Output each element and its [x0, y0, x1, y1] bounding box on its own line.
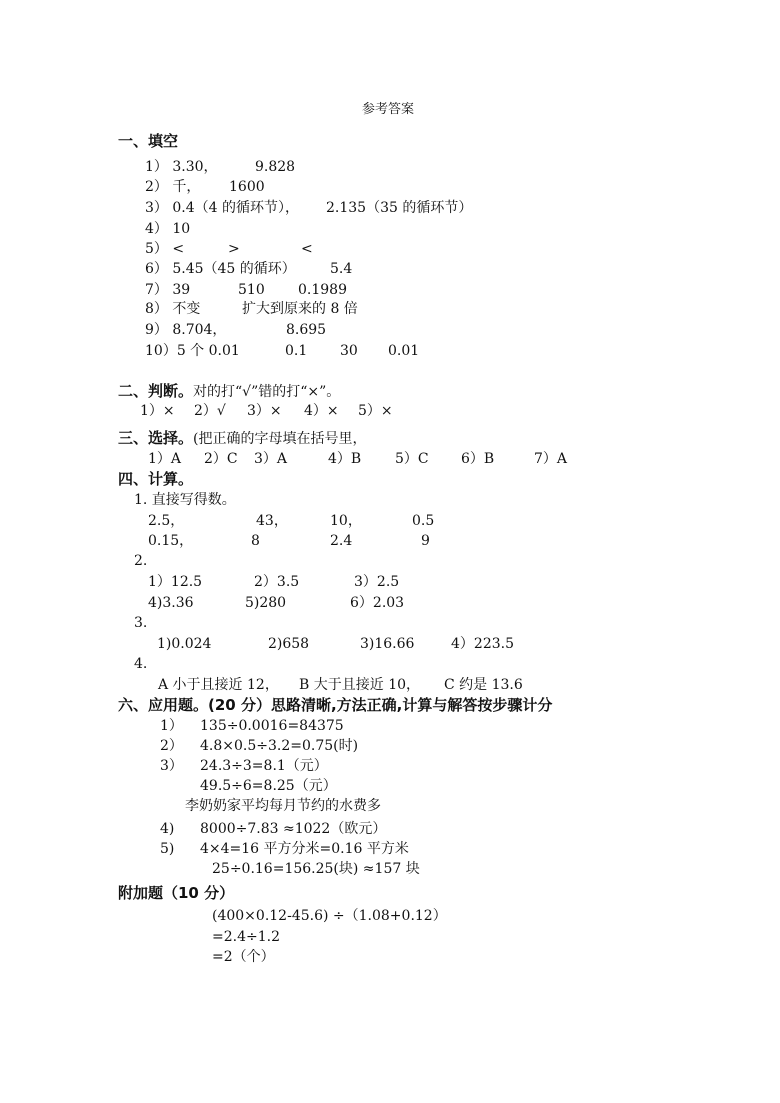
- bonus-line-3: =2（个）: [212, 949, 275, 965]
- s3-answer-3: 3）A: [254, 451, 288, 467]
- s2-answer-2: 2）√: [194, 403, 226, 419]
- s1-line-7-a: 7） 39: [145, 282, 191, 298]
- s4-part-1-label: 1. 直接写得数。: [134, 492, 236, 508]
- s3-answer-4: 4）B: [328, 451, 362, 467]
- s1-line-5-c: <: [301, 241, 313, 257]
- s1-line-7-b: 510: [238, 282, 265, 298]
- s1-line-4: 4） 10: [145, 221, 191, 237]
- s6-item-3-num: 3）: [160, 758, 183, 774]
- s6-item-3-line-2: 49.5÷6=8.25（元）: [200, 778, 337, 794]
- section-3-heading-line: [118, 429, 366, 448]
- section-2-heading-line: [118, 382, 340, 401]
- s4-p1-r1-1: 2.5，: [148, 513, 185, 529]
- s4-p3-2: 2)658: [268, 636, 310, 652]
- s3-answer-2: 2）C: [204, 451, 238, 467]
- s1-line-3-b: 2.135（35 的循环节）: [326, 200, 473, 216]
- s4-p2-r1-1: 1）12.5: [148, 574, 203, 590]
- s4-p2-r2-2: 5)280: [245, 595, 287, 611]
- s1-line-9-a: 9） 8.704，: [145, 322, 227, 338]
- s2-answer-4: 4）×: [304, 403, 339, 419]
- s4-part-4-label: 4.: [134, 656, 148, 672]
- section-3-instruction: (把正确的字母填在括号里，: [193, 431, 367, 447]
- s1-line-3-a: 3） 0.4（4 的循环节），: [145, 200, 299, 216]
- s1-line-10-d: 0.01: [388, 343, 420, 359]
- section-1-heading: 一、填空: [118, 132, 179, 150]
- s6-item-2-text: 4.8×0.5÷3.2=0.75(时): [200, 738, 359, 754]
- s4-p2-r1-3: 3）2.5: [354, 574, 400, 590]
- s3-answer-6: 6）B: [461, 451, 495, 467]
- s1-line-7-c: 0.1989: [298, 282, 347, 298]
- s1-line-10-c: 30: [340, 343, 358, 359]
- s4-p4-3: C 约是 13.6: [444, 677, 523, 693]
- s6-item-1-text: 135÷0.0016=84375: [200, 718, 344, 734]
- s4-part-2-label: 2.: [134, 553, 148, 569]
- s1-line-6-b: 5.4: [330, 261, 353, 277]
- bonus-line-1: (400×0.12-45.6) ÷（1.08+0.12）: [212, 908, 447, 924]
- s4-p1-r1-4: 0.5: [412, 513, 435, 529]
- s4-p2-r2-3: 6）2.03: [350, 595, 405, 611]
- s4-part-3-label: 3.: [134, 615, 148, 631]
- s6-item-4-text: 8000÷7.83 ≈1022（欧元）: [200, 821, 387, 837]
- s1-line-2-a: 2） 千，: [145, 179, 201, 195]
- page-title: 参考答案: [362, 102, 415, 117]
- s6-item-5-text: 4×4=16 平方分米=0.16 平方米: [200, 841, 409, 857]
- section-6-heading: 六、应用题。(20 分）思路清晰,方法正确,计算与解答按步骤计分: [118, 696, 553, 714]
- s4-p3-1: 1)0.024: [157, 636, 212, 652]
- s3-answer-5: 5）C: [395, 451, 429, 467]
- s6-item-3-text: 24.3÷3=8.1（元）: [200, 758, 328, 774]
- s6-item-4-num: 4): [160, 821, 175, 837]
- s1-line-6-a: 6） 5.45（45 的循环）: [145, 261, 296, 277]
- section-2-heading: 二、判断。: [118, 382, 194, 400]
- s1-line-5-b: >: [228, 241, 240, 257]
- s4-p1-r2-4: 9: [421, 533, 430, 549]
- s6-item-2-num: 2）: [160, 738, 183, 754]
- s1-line-1-a: 1） 3.30，: [145, 159, 218, 175]
- s4-p2-r2-1: 4)3.36: [148, 595, 194, 611]
- s1-line-5-a: 5） <: [145, 241, 185, 257]
- s6-item-5-line-2: 25÷0.16=156.25(块) ≈157 块: [212, 861, 420, 877]
- s6-item-1-num: 1）: [160, 718, 183, 734]
- s1-line-10-a: 10）5 个 0.01: [145, 343, 240, 359]
- s1-line-8-b: 扩大到原来的 8 倍: [242, 301, 358, 317]
- s4-p1-r2-3: 2.4: [330, 533, 353, 549]
- s4-p3-3: 3)16.66: [360, 636, 415, 652]
- s3-answer-1: 1）A: [148, 451, 182, 467]
- section-3-heading: 三、选择。: [118, 429, 194, 447]
- s1-line-8-a: 8） 不变: [145, 301, 201, 317]
- s1-line-9-b: 8.695: [286, 322, 327, 338]
- s1-line-2-b: 1600: [229, 179, 265, 195]
- s2-answer-1: 1）×: [140, 403, 175, 419]
- s6-item-5-num: 5): [160, 841, 175, 857]
- s4-p1-r1-2: 43，: [256, 513, 288, 529]
- s4-p1-r2-1: 0.15，: [148, 533, 194, 549]
- s4-p1-r2-2: 8: [251, 533, 260, 549]
- bonus-heading: 附加题（10 分）: [118, 884, 235, 902]
- s2-answer-5: 5）×: [358, 403, 393, 419]
- s3-answer-7: 7）A: [534, 451, 568, 467]
- s1-line-10-b: 0.1: [285, 343, 308, 359]
- section-2-instruction: 对的打“√”错的打“×”。: [193, 384, 341, 400]
- s1-line-1-b: 9.828: [255, 159, 296, 175]
- s6-item-3-conclusion: 李奶奶家平均每月节约的水费多: [185, 798, 381, 814]
- s2-answer-3: 3）×: [247, 403, 282, 419]
- section-4-heading: 四、计算。: [118, 470, 194, 488]
- s4-p1-r1-3: 10，: [330, 513, 362, 529]
- s4-p3-4: 4）223.5: [451, 636, 514, 652]
- s4-p4-1: A 小于且接近 12，: [158, 677, 279, 693]
- bonus-line-2: =2.4÷1.2: [212, 929, 280, 945]
- s4-p2-r1-2: 2）3.5: [254, 574, 300, 590]
- s4-p4-2: B 大于且接近 10，: [299, 677, 421, 693]
